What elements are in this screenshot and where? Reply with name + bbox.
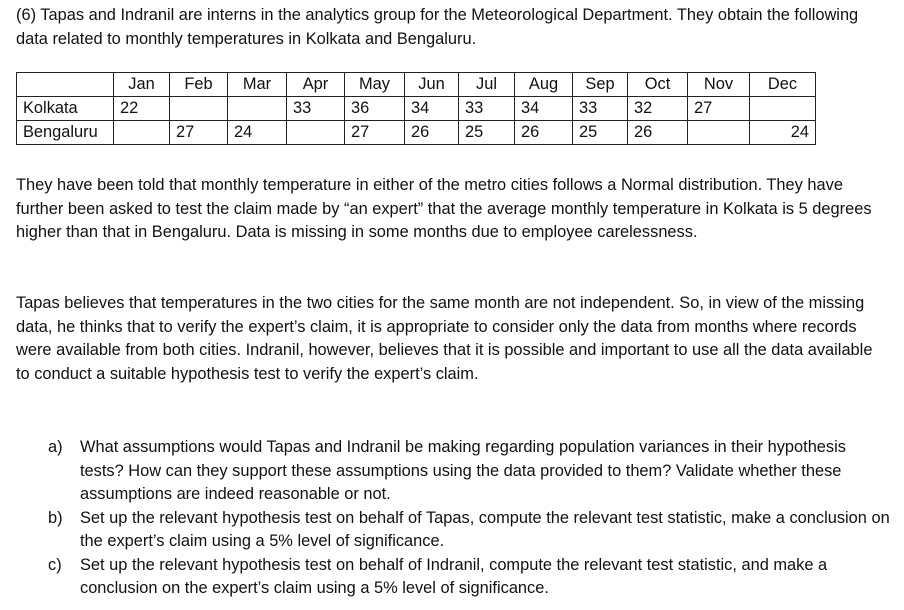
table-row-bengaluru (17, 121, 816, 145)
temperature-cell (287, 121, 345, 145)
month-header-apr: Apr (287, 73, 345, 97)
question-text: What assumptions would Tapas and Indranil be making regarding population variances in their hypothesis tests? How can they support these assumptions using the data provided to them? Validate whether these assumptions are indeed reasonable or not. (80, 438, 846, 503)
paragraph-tapas-indranil: Tapas believes that temperatures in the two cities for the same month are not independent. So, in view of the missing data, he thinks that to verify the expert’s claim, it is appropriate to consider only the data from months where records were available from both cities. Indranil, however, believes that it is possible and important to use all the data available to conduct a suitable hypothesis test to verify the expert’s claim. (16, 294, 873, 383)
temperature-cell: 27 (170, 121, 228, 145)
month-header-may: May (345, 73, 405, 97)
city-label: Bengaluru (17, 121, 114, 145)
temperature-cell: 27 (345, 121, 405, 145)
question-c (16, 554, 890, 601)
city-label: Kolkata (17, 97, 114, 121)
month-header-sep: Sep (573, 73, 628, 97)
temperature-cell: 26 (628, 121, 688, 145)
month-header-dec: Dec (750, 73, 816, 97)
table-corner-cell (17, 73, 114, 97)
table-row-kolkata (17, 97, 816, 121)
temperature-cell: 34 (515, 97, 573, 121)
temperature-cell (688, 121, 750, 145)
question-marker: b) (48, 508, 63, 527)
temperature-cell: 33 (287, 97, 345, 121)
month-header-aug: Aug (515, 73, 573, 97)
month-header-jul: Jul (459, 73, 515, 97)
month-header-jun: Jun (405, 73, 459, 97)
month-header-mar: Mar (228, 73, 287, 97)
temperature-table (16, 72, 816, 145)
month-header-jan: Jan (114, 73, 170, 97)
question-list (16, 436, 890, 601)
question-a (16, 436, 890, 507)
temperature-cell: 33 (573, 97, 628, 121)
temperature-cell: 25 (573, 121, 628, 145)
temperature-cell: 33 (459, 97, 515, 121)
temperature-cell: 26 (515, 121, 573, 145)
temperature-cell: 27 (688, 97, 750, 121)
table-header-row (17, 73, 816, 97)
paragraph-normal-distribution: They have been told that monthly temperature in either of the metro cities follows a Normal distribution. They have further been asked to test the claim made by “an expert” that the average monthly temperature in Kolkata is 5 degrees higher than that in Bengaluru. Data is missing in some months due to employee carelessness. (16, 176, 872, 241)
temperature-cell: 24 (228, 121, 287, 145)
temperature-cell: 24 (750, 121, 816, 145)
question-marker: a) (48, 438, 63, 456)
temperature-cell: 25 (459, 121, 515, 145)
month-header-nov: Nov (688, 73, 750, 97)
temperature-cell (170, 97, 228, 121)
temperature-cell (228, 97, 287, 121)
question-b (16, 507, 890, 554)
question-marker: c) (48, 555, 62, 574)
temperature-cell: 36 (345, 97, 405, 121)
temperature-cell: 22 (114, 97, 170, 121)
month-header-oct: Oct (628, 73, 688, 97)
problem-intro: (6) Tapas and Indranil are interns in the analytics group for the Meteorological Department. They obtain the following data related to monthly temperatures in Kolkata and Bengaluru. (16, 6, 859, 48)
temperature-cell: 32 (628, 97, 688, 121)
question-text: Set up the relevant hypothesis test on behalf of Indranil, compute the relevant test statistic, and make a conclusion on the expert’s claim using a 5% level of significance. (80, 555, 828, 597)
temperature-cell (750, 97, 816, 121)
temperature-cell: 26 (405, 121, 459, 145)
question-text: Set up the relevant hypothesis test on behalf of Tapas, compute the relevant test statistic, make a conclusion on the expert’s claim using a 5% level of significance. (80, 508, 890, 550)
temperature-cell (114, 121, 170, 145)
temperature-cell: 34 (405, 97, 459, 121)
month-header-feb: Feb (170, 73, 228, 97)
